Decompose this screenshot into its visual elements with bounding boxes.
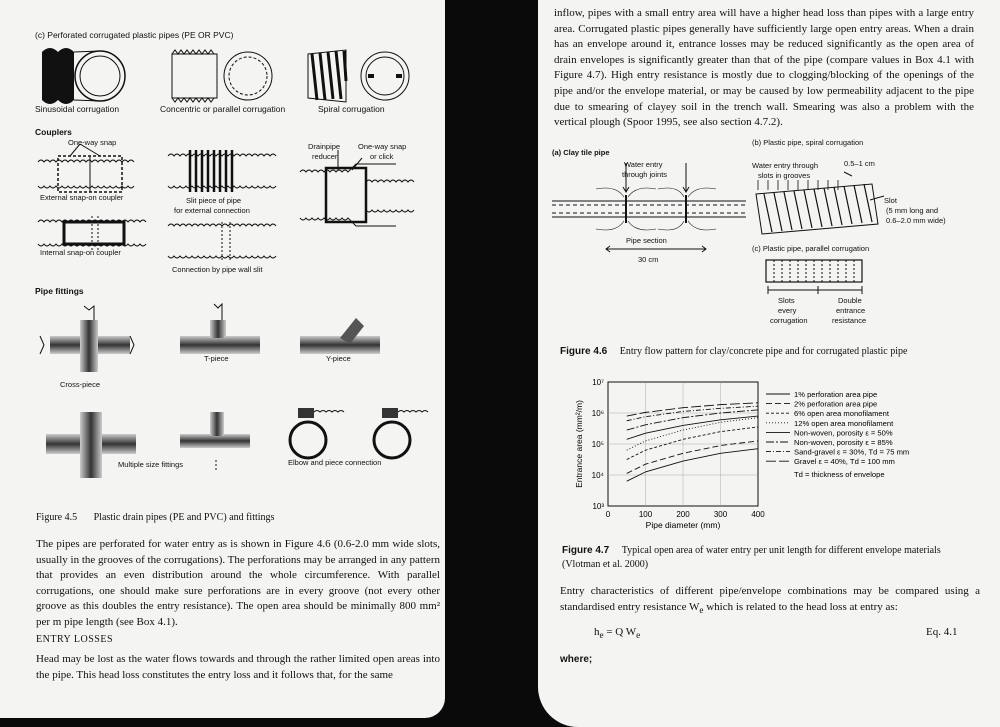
right-paragraph-bottom-main: Entry characteristics of different pipe/envelope combinations may be compared using a standardised entry resistance W xyxy=(560,585,980,613)
figure-4-7-chart xyxy=(552,376,952,530)
coupler-reducer-label-1: Drainpipe xyxy=(308,142,341,151)
fig46-b-title: (b) Plastic pipe, spiral corrugation xyxy=(752,138,864,147)
coupler-slit-piece-label: Slit piece of pipe xyxy=(186,196,242,205)
fig46-slots: Slots xyxy=(778,296,795,305)
chart-legend-label: 1% perforation area pipe xyxy=(794,390,878,399)
fig46-c-title: (c) Plastic pipe, parallel corrugation xyxy=(752,244,870,253)
equation-lhs: h xyxy=(594,626,600,638)
chart-x-tick-label: 0 xyxy=(605,510,611,519)
fig46-b-diagram xyxy=(748,180,888,250)
coupler-one-way-snap-label: One-way snap xyxy=(68,138,117,147)
coupler-internal-label: Internal snap-on coupler xyxy=(40,248,121,257)
figure-4-6-label: Figure 4.6 xyxy=(560,346,608,357)
fig46-thirty-cm: 30 cm xyxy=(638,255,659,264)
couplers-heading: Couplers xyxy=(35,127,72,137)
figure-4-5-text: Plastic drain pipes (PE and PVC) and fittings xyxy=(93,512,275,523)
fitting-t-label: T-piece xyxy=(204,354,229,363)
chart-series-line xyxy=(627,403,758,416)
figure-4-7-label: Figure 4.7 xyxy=(562,545,610,556)
section-c-title: (c) Perforated corrugated plastic pipes (PE OR PVC) xyxy=(35,30,234,40)
fig46-c-diagram xyxy=(762,256,882,296)
chart-y-tick-label: 10³ xyxy=(592,502,604,511)
coupler-reducer-label-2: reducer xyxy=(312,152,338,161)
fig46-every: every xyxy=(778,306,797,315)
chart-legend-label: Non-woven, porosity ε = 85% xyxy=(794,438,893,447)
equation-4-1 xyxy=(594,626,640,640)
chart-y-tick-label: 10⁵ xyxy=(591,440,604,449)
chart-legend-label: 6% open area monofilament xyxy=(794,409,889,419)
fig46-water-entry: Water entry xyxy=(624,160,663,169)
chart-note: Td = thickness of envelope xyxy=(794,469,885,479)
chart-legend-label: 12% open area monofilament xyxy=(794,418,894,428)
where-label: where; xyxy=(560,654,593,665)
chart-y-tick-label: 10⁷ xyxy=(592,378,604,387)
figure-4-5-label: Figure 4.5 xyxy=(36,512,78,523)
right-paragraph-bottom-end: which is related to the head loss at entry as: xyxy=(703,600,898,613)
right-paragraph-top: inflow, pipes with a small entry area will have a higher head loss than pipes with a large entry area. Corrugated plastic pipes generally have sufficiently large open entry areas. When a drain has an envelope around it, entrance losses may be reduced significantly as the open area of drain envelopes is significantly greater than that of the pipe (compare values in Box 4.1 with Figure 4.7). High entry resistance is mostly due to clogging/blocking of the openings of the pipe and/or the envelope material, or may be caused by low permeability adjacent to the pipe due to smearing of clayey soil in the trench wall. Smearing was also a problem with the vertical plough (Spoor 1995, see also section 4.7.2). xyxy=(554,7,974,129)
fig46-a-title: (a) Clay tile pipe xyxy=(552,148,610,157)
right-paragraph-bottom xyxy=(560,584,980,618)
coupler-wall-slit-label: Connection by pipe wall slit xyxy=(172,265,263,274)
coupler-slit-piece-label-2: for external connection xyxy=(174,206,250,215)
chart-legend-label: Gravel ε = 40%, Td = 100 mm xyxy=(794,457,895,467)
chart-x-axis-label: Pipe diameter (mm) xyxy=(645,520,721,530)
chart-y-tick-label: 10⁴ xyxy=(591,471,604,480)
fig46-slot: Slot xyxy=(884,196,897,205)
coupler-or-click-label: or click xyxy=(370,152,394,161)
fig46-spacing: 0.5–1 cm xyxy=(844,159,875,168)
fittings-illustration xyxy=(0,300,445,500)
equation-rhs: = Q W xyxy=(603,626,637,638)
equation-rhs-sub: e xyxy=(636,630,641,641)
left-paragraph-2: Head may be lost as the water flows towards and through the rather limited open areas into the pipe. This head loss constitutes the entry loss and it follows that, for the same xyxy=(36,653,440,681)
chart-x-tick-label: 100 xyxy=(638,510,653,519)
chart-series-line xyxy=(627,418,758,451)
fig46-a-diagram xyxy=(546,155,766,275)
fittings-heading: Pipe fittings xyxy=(35,286,84,296)
chart-x-tick-label: 300 xyxy=(713,510,728,519)
chart-y-tick-label: 10⁶ xyxy=(591,409,604,418)
chart-legend-label: Sand-gravel ε = 30%, Td = 75 mm xyxy=(794,447,910,457)
left-paragraph-1: The pipes are perforated for water entry as is shown in Figure 4.6 (0.6-2.0 mm wide slots, usually in the grooves of the corrugations). The perforations may be arranged in any pattern that provides an even distribution around the whole circumference. With parallel corrugations, one should make sure perforations are in every groove (not every other groove as this doubles the entry resistance). The open area should be minimally 800 mm² per m pipe length (see Box 4.1). xyxy=(36,538,440,628)
chart-series-line xyxy=(627,441,758,474)
fig46-slots-in-grooves: slots in grooves xyxy=(758,171,811,180)
right-page xyxy=(538,0,1000,727)
fig46-corrugation: corrugation xyxy=(770,316,808,325)
section-heading-entry-losses: ENTRY LOSSES xyxy=(36,634,114,645)
chart-x-tick-label: 400 xyxy=(751,510,765,519)
pipe-type-concentric: Concentric or parallel corrugation xyxy=(160,104,286,114)
chart-legend-label: Non-woven, porosity ε = 50% xyxy=(794,428,893,438)
chart-series-line xyxy=(627,427,758,460)
figure-4-7-text: Typical open area of water entry per unit length for different envelope materials (Vlotman et al. 2000) xyxy=(562,545,941,570)
fitting-multi-label: Multiple size fittings xyxy=(118,460,184,469)
fig46-entrance: entrance xyxy=(836,306,866,315)
chart-series-line xyxy=(627,449,758,482)
figure-4-6-caption xyxy=(560,346,907,357)
fig46-through-joints: through joints xyxy=(622,170,668,179)
figure-4-5-caption xyxy=(36,512,274,523)
pipe-type-spiral: Spiral corrugation xyxy=(318,104,385,114)
fig46-water-entry-slots: Water entry through xyxy=(752,161,819,170)
chart-legend-label: 2% perforation area pipe xyxy=(794,399,878,409)
coupler-external-label: External snap-on coupler xyxy=(40,193,124,202)
left-page xyxy=(0,0,445,718)
coupler-one-way-snap-2-label: One-way snap xyxy=(358,142,407,151)
fitting-cross-label: Cross-piece xyxy=(60,380,101,389)
equation-lhs-sub: e xyxy=(599,630,604,641)
chart-y-axis-label: Entrance area (mm²/m) xyxy=(574,400,584,488)
fig46-pipe-section: Pipe section xyxy=(626,236,667,245)
chart-series-line xyxy=(627,406,758,421)
pipe-type-sinusoidal: Sinusoidal corrugation xyxy=(35,104,120,114)
fig46-slot-dims-2: 0.6–2.0 mm wide) xyxy=(886,216,946,225)
figure-4-7-caption xyxy=(562,544,962,572)
right-paragraph-bottom-sub: e xyxy=(699,604,704,615)
fig46-slot-dims-1: (5 mm long and xyxy=(886,206,939,215)
fitting-y-label: Y-piece xyxy=(326,354,351,363)
fig46-double: Double xyxy=(838,296,862,305)
fig46-resistance: resistance xyxy=(832,316,867,325)
fitting-elbow-label: Elbow and piece connection xyxy=(288,458,382,467)
chart-x-tick-label: 200 xyxy=(676,510,690,519)
figure-4-6-text: Entry flow pattern for clay/concrete pipe and for corrugated plastic pipe xyxy=(619,346,908,357)
equation-number: Eq. 4.1 xyxy=(926,626,958,638)
